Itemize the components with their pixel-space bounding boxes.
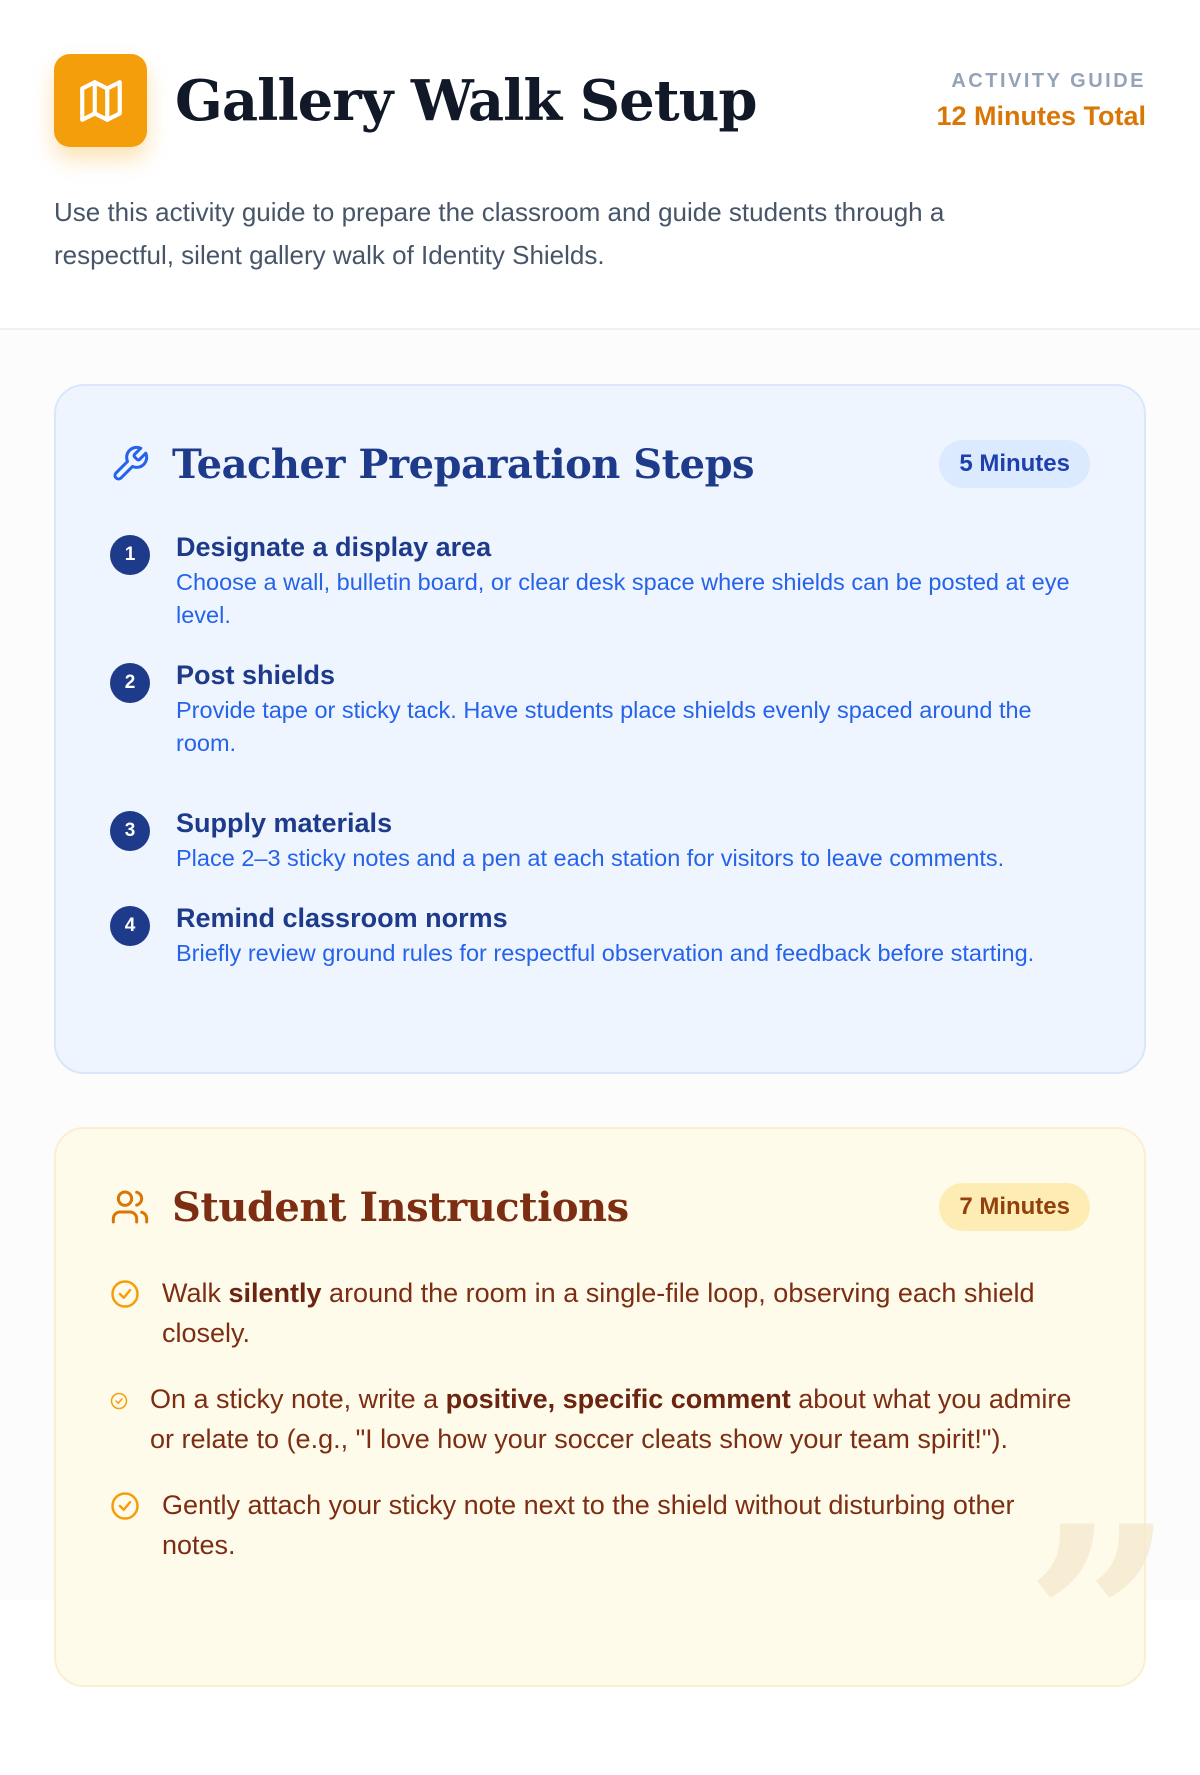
wrench-icon bbox=[110, 444, 150, 484]
instruction-item bbox=[110, 1379, 1090, 1459]
teacher-duration-badge: 5 Minutes bbox=[939, 440, 1090, 488]
check-circle-icon bbox=[110, 1379, 128, 1459]
teacher-steps bbox=[110, 530, 1090, 970]
teacher-prep-title: Teacher Preparation Steps bbox=[172, 440, 755, 488]
step-item bbox=[110, 806, 1090, 875]
step-description: Provide tape or sticky tack. Have students place shields evenly spaced around the room. bbox=[176, 697, 1032, 756]
student-instructions-card bbox=[54, 1127, 1174, 1775]
page-title: Gallery Walk Setup bbox=[175, 67, 757, 134]
total-duration: 12 Minutes Total bbox=[936, 101, 1146, 131]
step-number: 3 bbox=[110, 811, 150, 851]
brand bbox=[54, 54, 757, 147]
step-title: Post shields bbox=[176, 660, 336, 690]
step-title: Supply materials bbox=[176, 808, 393, 838]
step-item bbox=[110, 901, 1090, 970]
quote-watermark: ” bbox=[1024, 1470, 1174, 1775]
check-circle-icon bbox=[110, 1273, 140, 1353]
instruction-emphasis: silently bbox=[228, 1278, 322, 1308]
step-title: Designate a display area bbox=[176, 532, 492, 562]
main-content bbox=[0, 330, 1200, 1775]
step-number: 2 bbox=[110, 663, 150, 703]
step-number: 4 bbox=[110, 906, 150, 946]
instruction-item bbox=[110, 1485, 1090, 1565]
student-instructions-title: Student Instructions bbox=[172, 1183, 629, 1231]
instruction-emphasis: positive, specific comment bbox=[445, 1384, 791, 1414]
instruction-text: about what you admire or relate to (e.g., "I love how your soccer cleats show your team spirit!"). bbox=[150, 1384, 1072, 1454]
student-duration-badge: 7 Minutes bbox=[939, 1183, 1090, 1231]
map-icon bbox=[54, 54, 147, 147]
step-description: Choose a wall, bulletin board, or clear desk space where shields can be posted at eye level. bbox=[176, 569, 1070, 628]
step-item bbox=[110, 530, 1090, 632]
instruction-item bbox=[110, 1273, 1090, 1353]
step-number: 1 bbox=[110, 535, 150, 575]
check-circle-icon bbox=[110, 1485, 140, 1565]
student-instruction-list bbox=[110, 1273, 1090, 1565]
step-description: Place 2–3 sticky notes and a pen at each station for visitors to leave comments. bbox=[176, 845, 1005, 871]
instruction-text: around the room in a single-file loop, observing each shield closely. bbox=[162, 1278, 1035, 1348]
intro-text: Use this activity guide to prepare the classroom and guide students through a respectful, silent gallery walk of Identity Shields. bbox=[54, 197, 945, 270]
instruction-text: Gently attach your sticky note next to the shield without disturbing other notes. bbox=[162, 1490, 1015, 1560]
step-title: Remind classroom norms bbox=[176, 903, 508, 933]
teacher-prep-card bbox=[54, 384, 1146, 1074]
step-description: Briefly review ground rules for respectful observation and feedback before starting. bbox=[176, 940, 1035, 966]
users-icon bbox=[110, 1187, 150, 1227]
page-header bbox=[0, 0, 1200, 330]
instruction-text: On a sticky note, write a bbox=[150, 1384, 446, 1414]
activity-meta bbox=[936, 54, 1146, 132]
instruction-text: Walk bbox=[162, 1278, 229, 1308]
step-item bbox=[110, 658, 1090, 760]
activity-kicker: ACTIVITY GUIDE bbox=[951, 70, 1146, 92]
